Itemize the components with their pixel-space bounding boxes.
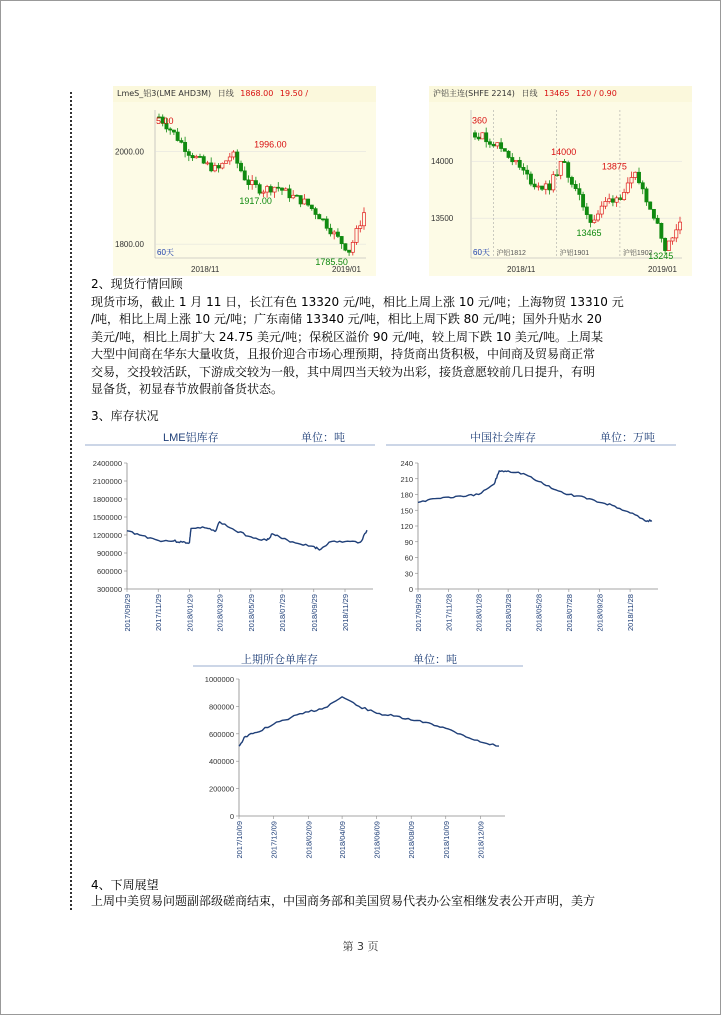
kline-candle [652, 209, 655, 218]
kline-candle [284, 189, 287, 190]
chart-x-tick-label: 2018/07/29 [278, 594, 288, 632]
kline-last-price: 1868.00 [240, 89, 274, 98]
chart-y-tick-label: 900000 [96, 549, 122, 558]
kline-candle [254, 181, 257, 185]
kline-x-label: 2018/11 [507, 265, 536, 274]
paragraph-line: 上周中美贸易问题副部级磋商结束，中国商务部和美国贸易代表办公室相继发表公开声明，美方 [91, 894, 596, 908]
chart-y-tick-label: 600000 [96, 567, 122, 576]
kline-candle [533, 184, 536, 187]
chart-y-tick-label: 240 [400, 459, 413, 468]
section-heading-outlook: 4、下周展望 [91, 878, 159, 892]
kline-left-price: 5.00 [156, 115, 174, 126]
spot-paragraph [91, 294, 695, 398]
chart-x-tick-label: 2018/03/28 [504, 594, 514, 632]
kline-candle [347, 250, 350, 252]
chart-x-tick-label: 2017/09/28 [414, 594, 423, 632]
kline-candle [299, 196, 302, 204]
kline-header [113, 86, 376, 102]
kline-chart [429, 102, 692, 276]
chart-x-tick-label: 2018/03/29 [215, 594, 225, 632]
kline-candle [663, 238, 666, 250]
section-heading-inventory: 3、库存状况 [91, 409, 159, 423]
kline-candle [540, 186, 543, 189]
kline-candle [473, 133, 476, 137]
kline-last-price: 13465 [544, 89, 570, 98]
kline-annotation: 13875 [601, 161, 627, 172]
kline-annotation: 1785.50 [315, 256, 348, 267]
paragraph-line: 交易，交投较活跃，下游成交较为一般，其中周四当天较为出彩，接货意愿较前几日提升，有明 [91, 364, 596, 379]
kline-change: 19.50 / [279, 89, 309, 98]
kline-candle [262, 192, 265, 193]
chart-y-tick-label: 90 [404, 537, 413, 547]
kline-candle [306, 199, 309, 205]
kline-candle [321, 219, 324, 220]
kline-candle [485, 133, 488, 142]
chart-y-tick-label: 1200000 [92, 531, 122, 540]
kline-candle [552, 175, 555, 190]
kline-y-label: 13500 [431, 214, 454, 224]
chart-y-tick-label: 600000 [208, 729, 234, 739]
kline-x-label: 2019/01 [332, 265, 361, 274]
kline-candle [589, 215, 592, 223]
kline-candle [630, 177, 633, 182]
chart-y-tick-label: 300000 [96, 585, 122, 594]
kline-candle [619, 198, 622, 200]
kline-annotation: 13245 [648, 251, 674, 262]
kline-candle [351, 242, 354, 252]
kline-candle [206, 163, 209, 164]
kline-candle [645, 189, 648, 202]
kline-candle [217, 165, 220, 168]
kline-candle [333, 232, 336, 234]
kline-candle [578, 189, 581, 195]
kline-contract-label: 沪铝1812 [496, 250, 526, 257]
kline-candle [675, 230, 678, 238]
kline-annotation: 13465 [576, 228, 602, 239]
kline-candle [251, 181, 254, 185]
chart-series-line [127, 522, 367, 550]
chart-y-tick-label: 1800000 [92, 495, 122, 504]
kline-candle [559, 161, 562, 175]
kline-candle [288, 189, 291, 198]
kline-candle [634, 172, 637, 177]
kline-candle [172, 130, 175, 132]
chart-x-tick-label: 2018/12/09 [476, 821, 486, 859]
kline-candle [355, 228, 358, 242]
kline-change: 120 / 0.90 [576, 89, 617, 98]
kline-candle [202, 157, 205, 164]
kline-candle [247, 180, 250, 185]
paragraph-line: 现货市场，截止 1 月 11 日，长江有色 13320 元/吨，相比上周上涨 10 元/吨；上海物贸 13310 元 [91, 295, 624, 309]
kline-candle [183, 142, 186, 151]
chart-y-tick-label: 120 [400, 522, 413, 531]
chart-x-tick-label: 2017/11/29 [154, 594, 164, 631]
kline-candle [622, 192, 625, 199]
kline-candle [529, 174, 532, 184]
margin-dotted-line [70, 92, 72, 910]
chart-x-tick-label: 2018/09/28 [595, 594, 605, 632]
kline-candle [340, 236, 343, 243]
chart-x-tick-label: 2017/12/09 [269, 821, 279, 859]
kline-candle [626, 183, 629, 192]
kline-candle [548, 184, 551, 190]
kline-candle [232, 152, 235, 157]
kline-candle [292, 195, 295, 198]
lme-inventory-chart [85, 427, 375, 649]
chart-y-tick-label: 0 [229, 812, 234, 821]
kline-candle [362, 213, 365, 226]
kline-candle [176, 132, 179, 140]
kline-candle [258, 185, 261, 194]
kline-candle [359, 226, 362, 229]
kline-candle [526, 170, 529, 174]
kline-contract-label: 沪铝1902 [622, 250, 653, 257]
chart-y-tick-label: 0 [408, 585, 413, 594]
kline-candle [499, 143, 502, 149]
kline-candle [243, 171, 246, 180]
kline-candle [325, 219, 328, 228]
paragraph-line: 美元/吨，相比上周扩大 24.75 美元/吨；保税区溢价 90 元/吨，较上周下跌 10 美元/吨。上周某 [91, 329, 603, 344]
kline-symbol: 沪铝主连(SHFE 2214) [433, 89, 515, 98]
chart-x-tick-label: 2018/10/09 [441, 821, 451, 859]
kline-candle [195, 156, 198, 157]
kline-candle [522, 167, 525, 170]
kline-candle [477, 137, 480, 139]
kline-candle [649, 202, 652, 209]
kline-candle [574, 184, 577, 188]
kline-candle [581, 194, 584, 207]
chart-x-tick-label: 2018/11/28 [626, 594, 636, 631]
kline-candle [503, 149, 506, 152]
kline-candle [604, 201, 607, 206]
kline-candle [660, 223, 663, 238]
paragraph-line: /吨，相比上周上涨 10 元/吨；广东南储 13340 元/吨，相比上周下跌 80 元/吨；国外升贴水 20 [91, 312, 602, 327]
kline-candle [269, 186, 272, 192]
kline-candle [511, 157, 514, 161]
chart-title: LME铝库存 [163, 432, 219, 444]
kline-candle [496, 143, 499, 146]
section-heading-spot: 2、现货行情回顾 [91, 277, 183, 291]
chart-x-tick-label: 2018/09/29 [309, 594, 319, 632]
kline-candle [239, 163, 242, 171]
kline-candle [593, 220, 596, 222]
chart-x-tick-label: 2018/06/09 [372, 821, 382, 859]
chart-y-tick-label: 210 [400, 474, 413, 484]
kline-candle [187, 152, 190, 156]
chart-x-tick-label: 2018/02/09 [304, 821, 314, 859]
chart-y-tick-label: 30 [404, 569, 413, 579]
kline-candle [224, 161, 227, 163]
chart-unit: 单位：万吨 [600, 432, 655, 444]
kline-candle [336, 232, 339, 236]
kline-left-price: 360 [472, 115, 488, 126]
chart-x-tick-label: 2018/05/29 [246, 594, 256, 632]
chart-x-tick-label: 2018/08/09 [407, 821, 417, 859]
kline-candle [303, 199, 306, 204]
china-social-inventory-chart [386, 427, 676, 649]
kline-candle [600, 206, 603, 214]
kline-candle [236, 152, 239, 163]
kline-header [429, 86, 692, 102]
paragraph-line: 大型中间商在华东大量收货，且报价迎合市场心理预期，持货商出货积极，中间商及贸易商正常 [91, 347, 596, 362]
kline-candle [608, 199, 611, 202]
kline-candle [295, 195, 298, 196]
kline-candle [318, 214, 321, 218]
chart-title: 上期所仓单库存 [241, 654, 318, 666]
kline-candle [191, 155, 194, 157]
kline-x-label: 2018/11 [191, 265, 220, 274]
chart-x-tick-label: 2017/10/09 [235, 821, 244, 859]
outlook-paragraph [91, 893, 695, 910]
chart-title: 中国社会库存 [470, 432, 536, 444]
chart-y-tick-label: 200000 [208, 784, 234, 794]
kline-candle [228, 157, 231, 161]
kline-period-label: 60天 [473, 248, 490, 257]
kline-candle [570, 177, 573, 184]
kline-annotation: 14000 [551, 147, 577, 158]
chart-y-tick-label: 2100000 [92, 477, 122, 486]
kline-candle [671, 238, 674, 241]
kline-candle [585, 207, 588, 215]
kline-candle [514, 160, 517, 161]
kline-candle [329, 228, 332, 234]
chart-y-tick-label: 400000 [208, 757, 234, 767]
kline-candle [555, 175, 558, 176]
kline-contract-label: 沪铝1901 [559, 250, 590, 257]
kline-candle [563, 161, 566, 162]
kline-candle [273, 187, 276, 192]
kline-candle [198, 156, 201, 157]
kline-candle [221, 163, 224, 168]
paragraph-line: 显备货，初显春节放假前备货状态。 [91, 382, 284, 397]
kline-candle [518, 160, 521, 167]
kline-candle [611, 199, 614, 202]
shfe-warrant-inventory-chart [193, 649, 523, 867]
kline-annotation: 1917.00 [239, 196, 272, 207]
kline-symbol: LmeS_铝3(LME AHD3M) [117, 89, 212, 98]
kline-candle [310, 205, 313, 209]
kline-annotation: 1996.00 [254, 139, 287, 150]
kline-candle [637, 172, 640, 182]
kline-candle [169, 129, 172, 130]
kline-y-label: 1800.00 [115, 240, 144, 250]
chart-unit: 单位：吨 [301, 432, 345, 444]
chart-unit: 单位：吨 [413, 654, 457, 666]
kline-candle [481, 133, 484, 139]
chart-x-tick-label: 2018/04/09 [338, 821, 348, 859]
kline-candle [492, 144, 495, 146]
kline-candle [488, 142, 491, 145]
chart-series-line [418, 471, 652, 522]
chart-y-tick-label: 180 [400, 490, 413, 500]
kline-candle [265, 186, 268, 192]
shfe-aluminum-kline-panel [429, 86, 692, 276]
chart-x-tick-label: 2018/11/29 [340, 594, 350, 631]
kline-candle [277, 187, 280, 188]
chart-y-tick-label: 60 [404, 553, 413, 563]
kline-candle [213, 165, 216, 170]
kline-candle [567, 163, 570, 178]
kline-candle [210, 163, 213, 171]
page-number: 第 3 页 [342, 940, 379, 953]
kline-candle [537, 186, 540, 187]
chart-y-tick-label: 1000000 [204, 675, 234, 684]
chart-x-tick-label: 2017/09/29 [123, 594, 132, 632]
chart-y-tick-label: 1500000 [92, 513, 122, 522]
chart-y-tick-label: 800000 [208, 702, 234, 712]
kline-x-label: 2019/01 [648, 265, 677, 274]
chart-x-tick-label: 2018/07/28 [564, 594, 574, 632]
lme-aluminum-kline-panel [113, 86, 376, 276]
chart-x-tick-label: 2018/01/28 [474, 594, 484, 632]
kline-chart [113, 102, 376, 276]
kline-period-label: 60天 [157, 248, 174, 257]
kline-candle [280, 188, 283, 190]
kline-period-dropdown[interactable]: 日线 [521, 89, 538, 98]
kline-candle [678, 222, 681, 230]
chart-y-tick-label: 150 [400, 506, 413, 516]
kline-candle [507, 151, 510, 157]
kline-candle [344, 244, 347, 251]
chart-series-line [239, 697, 499, 746]
kline-candle [641, 183, 644, 189]
chart-x-tick-label: 2018/01/29 [185, 594, 195, 632]
kline-period-dropdown[interactable]: 日线 [217, 89, 234, 98]
kline-y-label: 14000 [431, 157, 454, 167]
kline-candle [544, 184, 547, 189]
kline-candle [667, 241, 670, 251]
kline-candle [615, 198, 618, 202]
kline-candle [656, 218, 659, 223]
kline-y-label: 2000.00 [115, 147, 144, 157]
chart-x-tick-label: 2018/05/28 [534, 594, 544, 632]
chart-x-tick-label: 2017/11/28 [444, 594, 454, 631]
chart-y-tick-label: 2400000 [92, 459, 122, 468]
kline-candle [314, 209, 317, 215]
kline-candle [596, 214, 599, 220]
kline-candle [180, 141, 183, 143]
